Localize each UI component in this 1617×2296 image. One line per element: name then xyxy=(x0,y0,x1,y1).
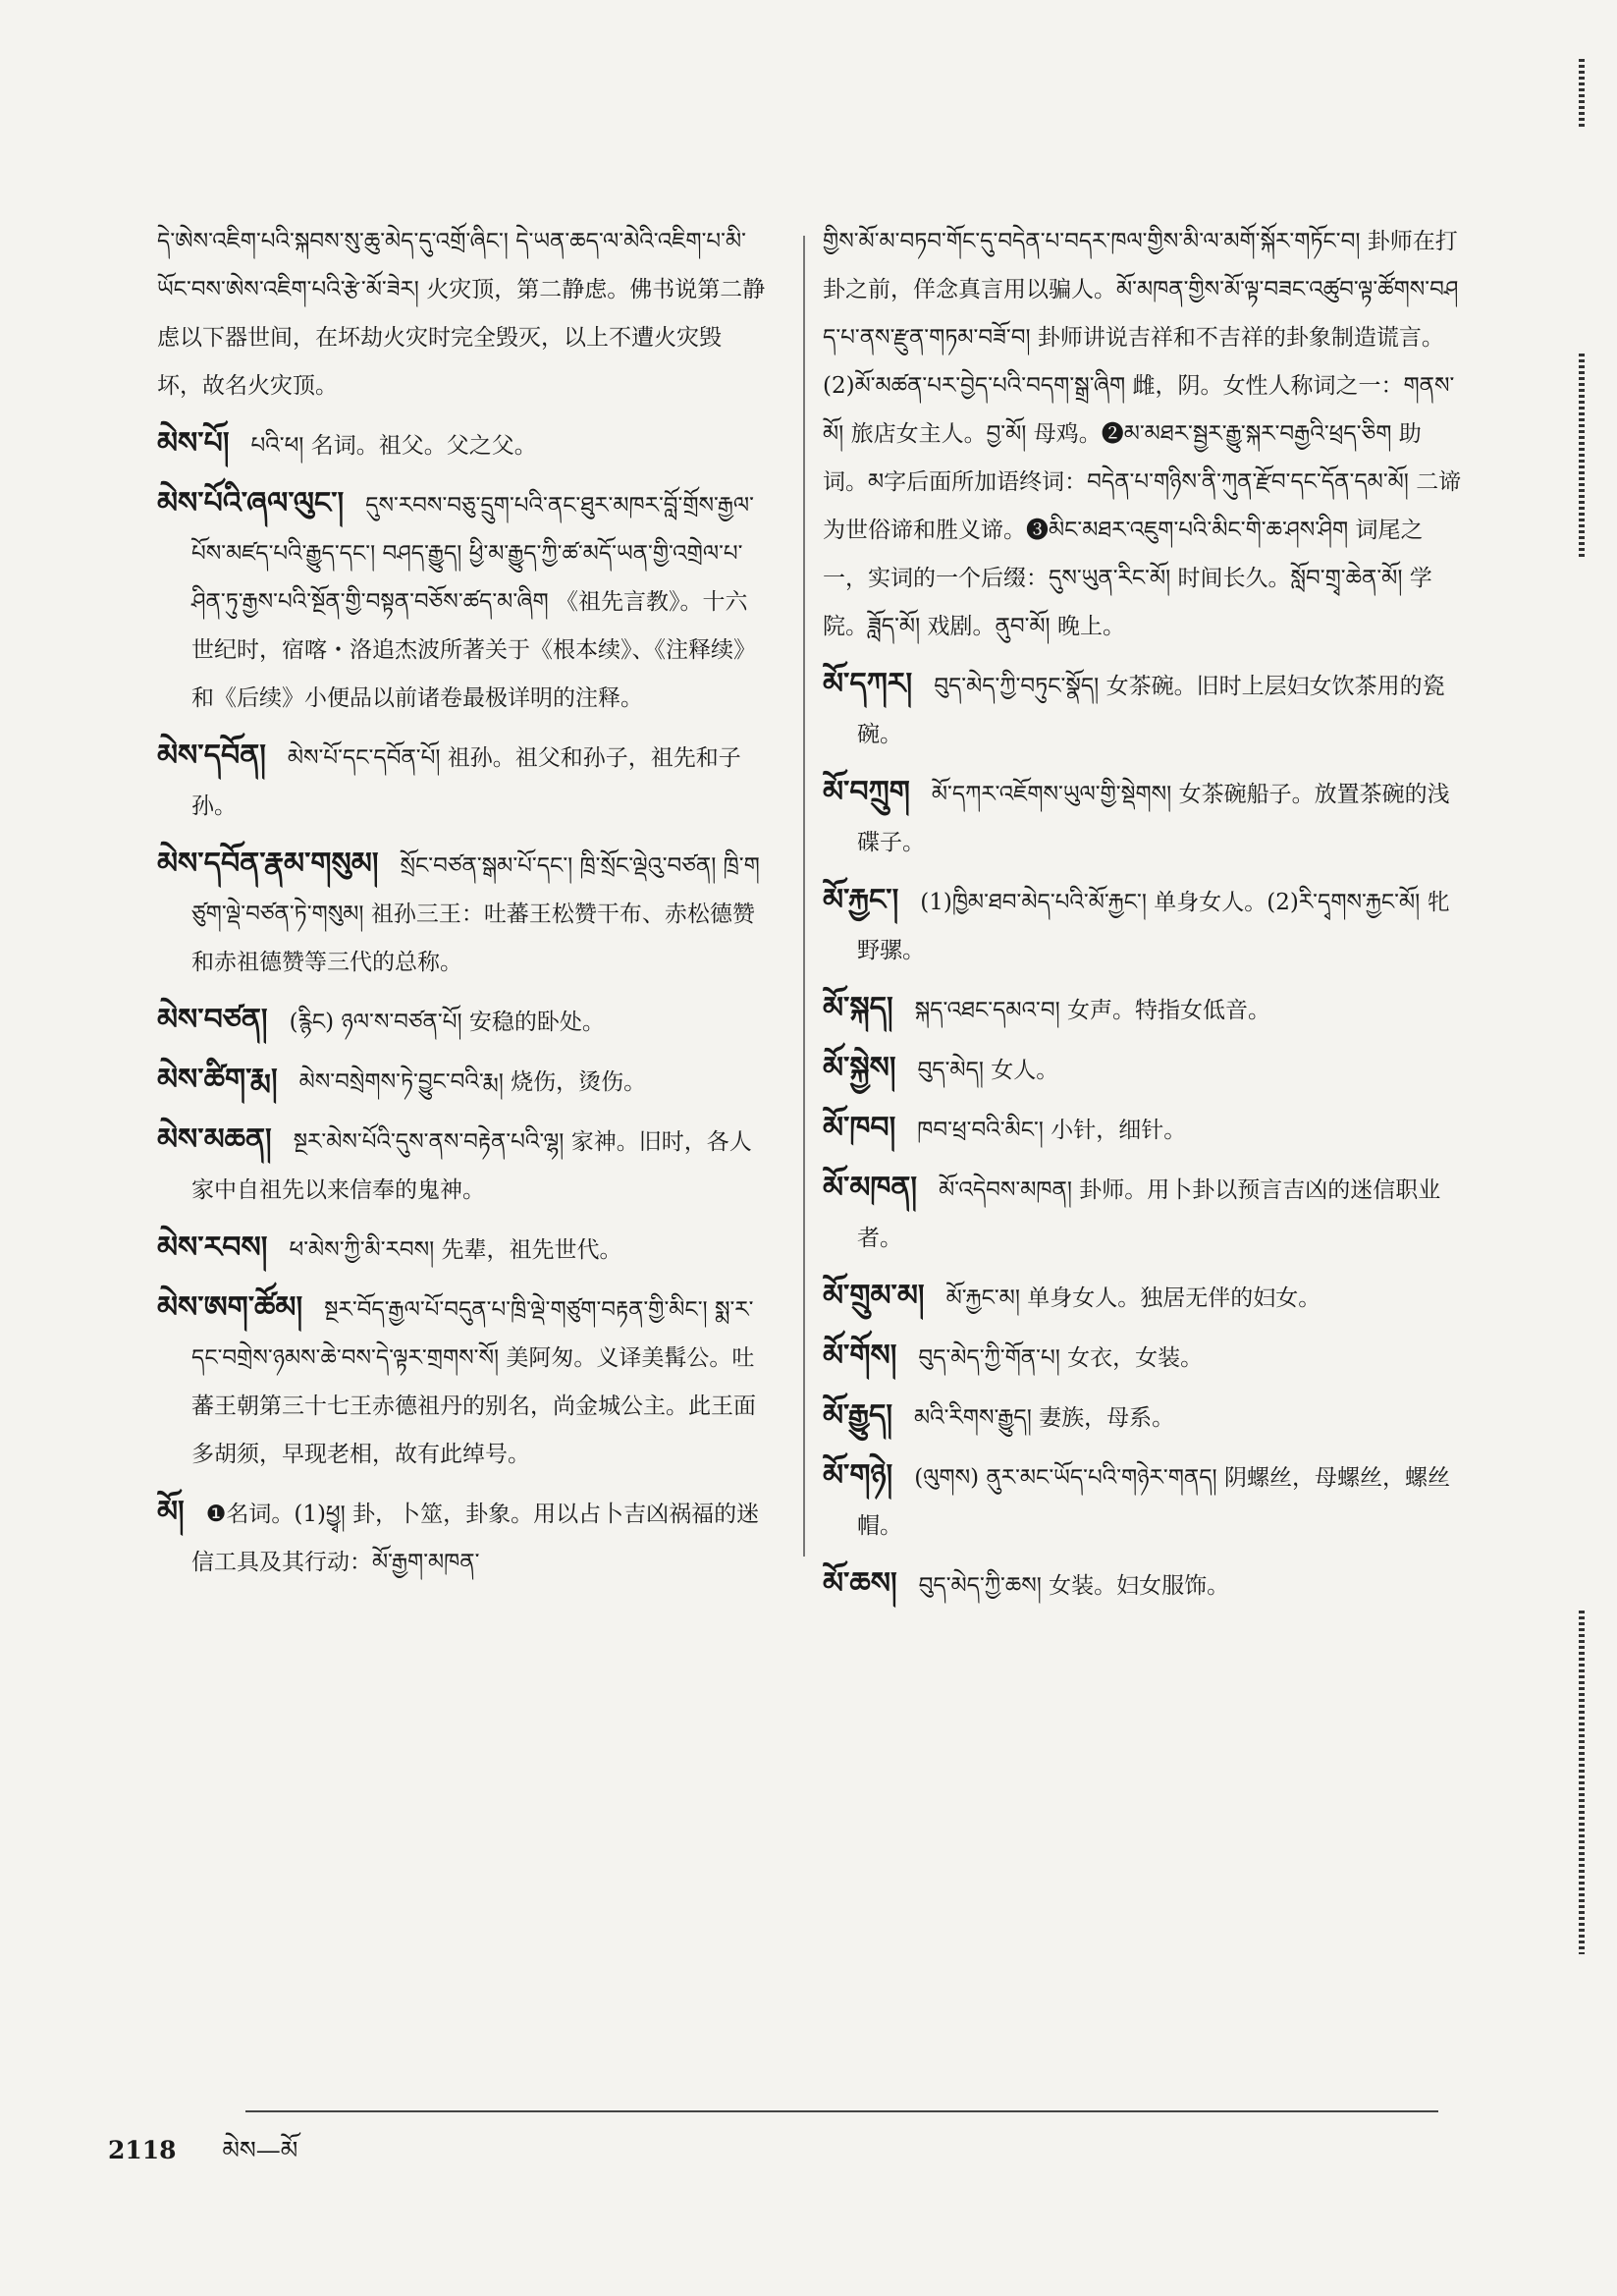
scan-edge-mark xyxy=(1579,59,1585,128)
entry-definition: མེས་བསྲེགས་ཏེ་བྱུང་བའི་རྨ། 烧伤，烫伤。 xyxy=(298,1069,647,1095)
entry-definition: དུས་རབས་བཅུ་དྲུག་པའི་ནང་ཐུར་མཁར་བློ་གྲོས་རྒྱལ་པོས་མཛད་པའི་རྒྱུད་དང་། བཤད་རྒྱུད། ཕྱི་མ་རྒྱུད་ཀྱི་ཚ་མདོ་ཡན་གྱི་འགྲེལ་པ་ཤིན་ཏུ་རྒྱས་པའི་སྔོན་གྱི་བསྟན་བཅོས་ཚད་མ་ཞིག 《祖先言教》。十六世纪时，宿喀・洛追杰波所著关于《根本续》、《注释续》和《后续》小便品以前诸卷最极详明的注释。 xyxy=(191,493,756,711)
entry-definition: ཁབ་ཕྲ་བའི་མིང་། 小针，细针。 xyxy=(917,1118,1187,1143)
entry-headword: མེས་ཚིག་རྨ། xyxy=(157,1063,278,1097)
page-number: 2118 xyxy=(108,2136,177,2164)
entry-definition: པའི་ཕ། 名词。祖父。父之父。 xyxy=(250,433,537,459)
dictionary-entry xyxy=(823,1332,1463,1383)
entry-headword: མེས་བཙན། xyxy=(157,1003,268,1037)
left-column xyxy=(157,218,766,1596)
entry-headword: མེས་པོའི་ཞལ་ལུང་། xyxy=(157,486,345,520)
scan-edge-mark xyxy=(1579,1611,1585,1954)
entry-headword: མོ་སྐྱེས། xyxy=(823,1051,896,1085)
dictionary-entry xyxy=(823,660,1463,759)
column-divider xyxy=(803,236,805,1557)
dictionary-entry xyxy=(823,876,1463,975)
entry-definition: (རྙིང) ཉལ་ས་བཙན་པོ། 安稳的卧处。 xyxy=(289,1010,605,1035)
entry-headword: མོ་ཆས། xyxy=(823,1566,897,1601)
entry-headword: མོ་གོས། xyxy=(823,1339,897,1373)
entry-definition: ཕ་མེས་ཀྱི་མི་རབས། 先辈，祖先世代。 xyxy=(289,1237,622,1263)
dictionary-entry xyxy=(823,1559,1463,1611)
entry-definition: གྱིས་མོ་མ་བཏབ་གོང་དུ་བདེན་པ་བདར་ཁལ་གྱིས་མི་ལ་མགོ་སྐོར་གཏོང་བ། 卦师在打卦之前，佯念真言用以骗人。མོ་མཁན་གྱིས་མོ་ལྟ་བཟང་འཚུབ་ལྟ་ཚོགས་བཤད་པ་ནས་རྫུན་གཏམ་བཟོ་བ། 卦师讲说吉祥和不吉祥的卦象制造谎言。(2)མོ་མཚན་པར་བྱེད་པའི་བདག་སྒྲ་ཞིག 雌，阴。女性人称词之一：གནས་མོ། 旅店女主人。བྱ་མོ། 母鸡。❷མ་མཐར་སྦྱར་རྒྱུ་སྐར་བརྒྱའི་ཕྲད་ཅིག 助词。མ字后面所加语终词：བདེན་པ་གཉིས་ནི་ཀུན་རྫོབ་དང་དོན་དམ་མོ། 二谛为世俗谛和胜义谛。❸མིང་མཐར་འཇུག་པའི་མིང་གི་ཆ་ཤས་ཤིག 词尾之一，实词的一个后缀：དུས་ཡུན་རིང་མོ། 时间长久。སློབ་གྲྭ་ཆེན་མོ། 学院。ཟློད་མོ། 戏剧。ནུབ་མོ། 晚上。 xyxy=(823,229,1462,639)
entry-headword: མེས་པོ། xyxy=(157,426,230,461)
dictionary-entry xyxy=(157,840,766,987)
dictionary-entry xyxy=(823,1104,1463,1155)
dictionary-entry xyxy=(157,479,766,723)
entry-definition: མོ་རྐྱང་མ། 单身女人。独居无伴的妇女。 xyxy=(945,1285,1321,1311)
dictionary-entry xyxy=(823,1451,1463,1551)
dictionary-entry xyxy=(823,1164,1463,1263)
entry-definition: (ལུགས) ནུར་མང་ཡོད་པའི་གཉེར་གནད། 阴螺丝，母螺丝，螺丝帽。 xyxy=(857,1465,1450,1539)
dictionary-entry xyxy=(157,1224,766,1275)
entry-headword: མོ་རྒྱུད། xyxy=(823,1398,893,1433)
entry-headword: མོ་སྐད། xyxy=(823,991,893,1025)
entry-definition: སྲོང་བཙན་སྒམ་པོ་དང་། ཁྲི་སྲོང་ལྡེའུ་བཙན། ཁྲི་གཙུག་ལྡེ་བཙན་ཏེ་གསུམ། 祖孙三王：吐蕃王松赞干布、赤松德赞和赤祖德赞等三代的总称。 xyxy=(191,853,760,975)
entry-definition: བུད་མེད། 女人。 xyxy=(917,1058,1059,1083)
entry-headword: མོ་གྲུམ་མ། xyxy=(823,1279,925,1313)
dictionary-entry xyxy=(823,1392,1463,1443)
right-column xyxy=(823,218,1463,1619)
dictionary-entry xyxy=(157,1056,766,1107)
entry-definition: བུད་མེད་ཀྱི་གོན་པ། 女衣，女装。 xyxy=(918,1345,1204,1371)
dictionary-entry xyxy=(823,1272,1463,1323)
entry-headword: མོ་རྐྱང་། xyxy=(823,883,899,917)
entry-headword: མེས་རབས། xyxy=(157,1230,268,1265)
entry-definition: སྔར་མེས་པོའི་དུས་ནས་བརྟེན་པའི་ལྷ། 家神。旧时，各人家中自祖先以来信奉的鬼神。 xyxy=(191,1129,752,1203)
page-range: མེས—མོ xyxy=(222,2136,298,2164)
entry-definition: ❶名词。(1)ཕྱྭ། 卦，卜筮，卦象。用以占卜吉凶祸福的迷信工具及其行动：མོ་རྒྱག་མཁན་ xyxy=(191,1502,760,1575)
scan-edge-mark xyxy=(1579,354,1585,560)
entry-definition: དེ་ཨེས་འཇིག་པའི་སྐབས་སུ་ཆུ་མེད་དུ་འགྲོ་ཞིང་། དེ་ཡན་ཆད་ལ་མེའི་འཇིག་པ་མི་ཡོང་བས་ཨེས་འཇིག་པའི་རྩེ་མོ་ཟེར། 火灾顶，第二静虑。佛书说第二静虑以下器世间，在坏劫火灾时完全毁灭，以上不遭火灾毁坏，故名火灾顶。 xyxy=(157,229,766,399)
dictionary-entry xyxy=(157,1116,766,1215)
entry-definition: མའི་རིགས་རྒྱུད། 妻族，母系。 xyxy=(914,1405,1175,1431)
footer-rule xyxy=(245,2110,1438,2112)
dictionary-entry xyxy=(157,419,766,470)
dictionary-entry xyxy=(157,1488,766,1587)
dictionary-entry xyxy=(823,768,1463,867)
entry-definition: (1)ཁྱིམ་ཐབ་མེད་པའི་མོ་རྐྱང་། 单身女人。(2)རི་དྭགས་རྐྱང་མོ། 牝野骡。 xyxy=(857,890,1450,963)
dictionary-entry xyxy=(157,732,766,831)
entry-headword: མོ། xyxy=(157,1495,185,1529)
dictionary-entry xyxy=(157,1284,766,1479)
page-footer xyxy=(108,2122,297,2192)
dictionary-entry xyxy=(157,996,766,1047)
entry-headword: མེས་ཨག་ཚོམ། xyxy=(157,1290,303,1325)
entry-headword: མོ་གཉེ། xyxy=(823,1458,893,1493)
entry-headword: མོ་དཀར། xyxy=(823,667,913,701)
dictionary-entry xyxy=(157,218,766,410)
entry-definition: བུད་མེད་ཀྱི་ཆས། 女装。妇女服饰。 xyxy=(918,1573,1230,1599)
entry-headword: མེས་མཆན། xyxy=(157,1122,272,1157)
dictionary-entry xyxy=(823,984,1463,1035)
entry-headword: མོ་ཁབ། xyxy=(823,1111,896,1145)
entry-headword: མེས་དབོན་རྣམ་གསུམ། xyxy=(157,847,379,881)
entry-headword: མེས་དབོན། xyxy=(157,738,266,773)
entry-definition: སྐད་འཐང་དམའ་བ། 女声。特指女低音。 xyxy=(914,998,1271,1023)
entry-headword: མོ་མཁན། xyxy=(823,1171,918,1205)
entry-definition: བུད་མེད་ཀྱི་བཏུང་སྣོད། 女茶碗。旧时上层妇女饮茶用的瓷碗。 xyxy=(857,674,1445,747)
entry-definition: མོ་འདེབས་མཁན། 卦师。用卜卦以预言吉凶的迷信职业者。 xyxy=(857,1177,1441,1251)
dictionary-entry xyxy=(823,218,1463,651)
dictionary-entry xyxy=(823,1044,1463,1095)
entry-headword: མོ་བཀྲུག xyxy=(823,775,910,809)
entry-definition: སྔར་བོད་རྒྱལ་པོ་བདུན་པ་ཁྲི་ལྡེ་གཙུག་བརྟན་གྱི་མིང་། སྨ་ར་དང་བགྲེས་ཉམས་ཆེ་བས་དེ་ལྟར་གྲགས་སོ། 美阿匆。义译美髯公。吐蕃王朝第三十七王赤德祖丹的别名，尚金城公主。此王面多胡须，早现老相，故有此绰号。 xyxy=(191,1297,756,1467)
entry-definition: མོ་དཀར་འཇོགས་ཡུལ་གྱི་སྡེགས། 女茶碗船子。放置茶碗的浅碟子。 xyxy=(857,782,1450,855)
entry-definition: མེས་པོ་དང་དབོན་པོ། 祖孙。祖父和孙子，祖先和子孙。 xyxy=(191,745,741,819)
